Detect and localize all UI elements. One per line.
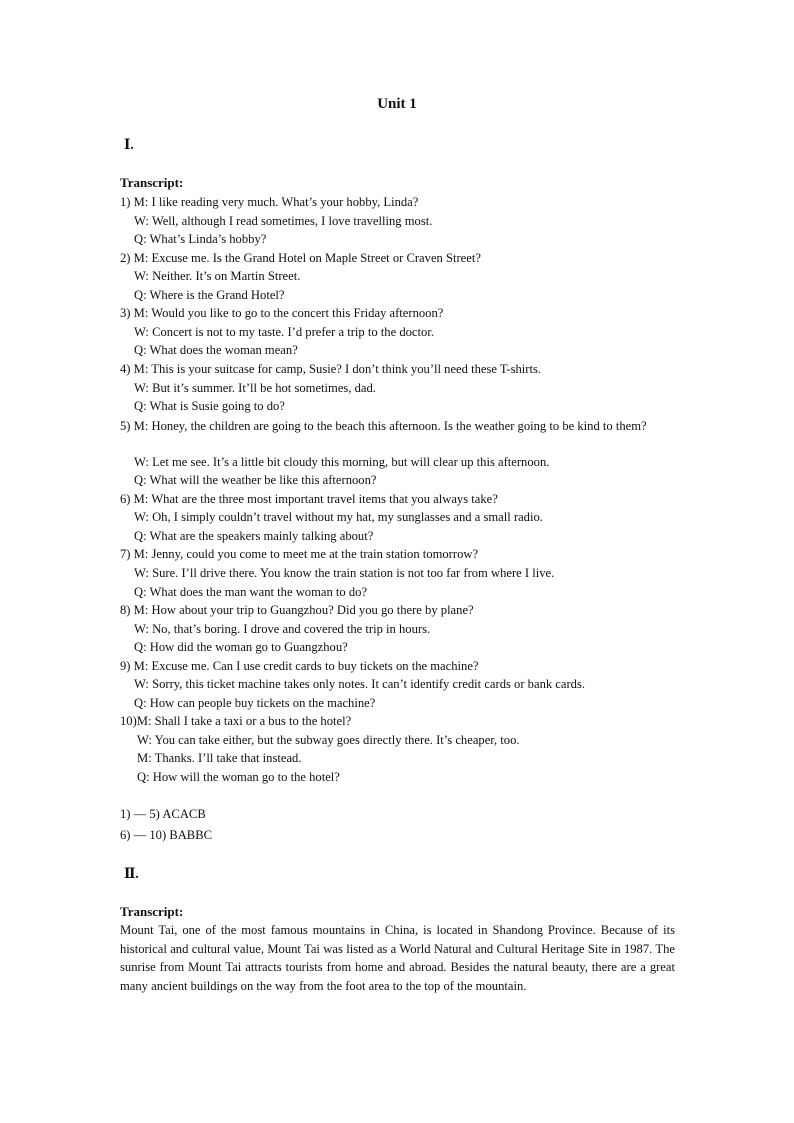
dialogue-line — [134, 584, 367, 600]
dialogue-number: 6) — [120, 492, 131, 506]
dialogue-line — [120, 194, 418, 210]
speaker-label: M: — [136, 714, 152, 728]
speech-text: How can people buy tickets on the machine? — [149, 696, 376, 710]
speech-text: How will the woman go to the hotel? — [152, 770, 340, 784]
speech-text: Excuse me. Can I use credit cards to buy tickets on the machine? — [151, 659, 479, 673]
speech-text: Jenny, could you come to meet me at the train station tomorrow? — [151, 547, 479, 561]
speaker-label: M: — [133, 492, 149, 506]
speaker-label: W: — [134, 214, 149, 228]
speaker-label: W: — [134, 622, 149, 636]
dialogue-number: 2) — [120, 251, 131, 265]
dialogue-line — [134, 380, 376, 396]
dialogue-number: 10) — [120, 714, 137, 728]
speech-text: Oh, I simply couldn’t travel without my hat, my sunglasses and a small radio. — [152, 510, 543, 524]
speech-text: Where is the Grand Hotel? — [149, 288, 285, 302]
speech-text: What’s Linda’s hobby? — [149, 232, 267, 246]
speaker-label: M: — [133, 306, 149, 320]
dialogue-line — [134, 509, 543, 525]
speaker-label: Q: — [134, 529, 147, 543]
speech-text: No, that’s boring. I drove and covered the trip in hours. — [152, 622, 431, 636]
section-1-heading: Ⅰ. — [124, 137, 134, 152]
speaker-label: Q: — [134, 696, 147, 710]
dialogue-line — [134, 565, 554, 581]
answer-line: 6) — 10) BABBC — [120, 828, 213, 842]
speech-text: I like reading very much. What’s your hobby, Linda? — [151, 195, 419, 209]
speech-text: Thanks. I’ll take that instead. — [154, 751, 302, 765]
speaker-label: W: — [134, 510, 149, 524]
speech-text: You can take either, but the subway goes directly there. It’s cheaper, too. — [154, 733, 520, 747]
transcript-paragraph: Mount Tai, one of the most famous mountains in China, is located in Shandong Province. Because of its historical and cultural value, Mount Tai was listed as a World Natural and Cultural Heritage Site in 1987. The sunrise from Mount Tai attracts tourists from home and abroad. Besides the natural beauty, there are a great many ancient buildings on the way from the foot area to the top of the mountain. — [120, 923, 675, 993]
dialogue-line — [120, 361, 541, 377]
speech-text: What are the speakers mainly talking about? — [149, 529, 374, 543]
speech-text: How did the woman go to Guangzhou? — [149, 640, 348, 654]
speech-text: Sure. I’ll drive there. You know the train station is not too far from where I live. — [152, 566, 555, 580]
answer-line: 1) — 5) ACACB — [120, 807, 206, 821]
speaker-label: M: — [137, 751, 152, 765]
speaker-label: Q: — [134, 232, 147, 246]
dialogue-number: 8) — [120, 603, 131, 617]
speaker-label: M: — [133, 362, 149, 376]
dialogue-line — [120, 658, 479, 674]
speech-text: Would you like to go to the concert this Friday afternoon? — [151, 306, 444, 320]
speaker-label: Q: — [137, 770, 150, 784]
dialogue-number: 4) — [120, 362, 131, 376]
speaker-label: M: — [133, 251, 149, 265]
dialogue-number: 3) — [120, 306, 131, 320]
speech-text: But it’s summer. It’ll be hot sometimes, dad. — [152, 381, 376, 395]
speech-text: Sorry, this ticket machine takes only notes. It can’t identify credit cards or bank cards. — [152, 677, 586, 691]
dialogue-line — [134, 287, 285, 303]
speaker-label: M: — [133, 659, 149, 673]
speaker-label: Q: — [134, 288, 147, 302]
speaker-label: W: — [134, 381, 149, 395]
dialogue-line — [120, 602, 474, 618]
dialogue-line — [134, 342, 298, 358]
speaker-label: Q: — [134, 640, 147, 654]
speaker-label: Q: — [134, 399, 147, 413]
dialogue-line — [134, 324, 434, 340]
dialogue-line — [137, 769, 340, 785]
section-1-transcript-label: Transcript: — [120, 175, 184, 190]
speech-text: Honey, the children are going to the beach this afternoon. Is the weather going to be kind to them? — [151, 419, 647, 433]
dialogue-number: 1) — [120, 195, 131, 209]
dialogue-line — [134, 472, 376, 488]
speech-text: Well, although I read sometimes, I love travelling most. — [151, 214, 433, 228]
dialogue-line — [120, 305, 443, 321]
speaker-label: Q: — [134, 343, 147, 357]
speech-text: Let me see. It’s a little bit cloudy this morning, but will clear up this afternoon. — [152, 455, 550, 469]
speech-text: What does the man want the woman to do? — [149, 585, 368, 599]
dialogue-line — [134, 639, 348, 655]
dialogue-line — [134, 268, 300, 284]
dialogue-number: 7) — [120, 547, 131, 561]
section-2-heading: Ⅱ. — [124, 866, 139, 881]
speech-text: How about your trip to Guangzhou? Did you go there by plane? — [151, 603, 474, 617]
speaker-label: Q: — [134, 473, 147, 487]
speech-text: Excuse me. Is the Grand Hotel on Maple Street or Craven Street? — [151, 251, 481, 265]
dialogue-number: 5) — [120, 419, 131, 433]
speaker-label: M: — [133, 547, 149, 561]
dialogue-line — [120, 250, 481, 266]
speaker-label: M: — [133, 195, 149, 209]
speaker-label: W: — [134, 269, 149, 283]
speech-text: What are the three most important travel items that you always take? — [151, 492, 498, 506]
speech-text: What will the weather be like this afternoon? — [149, 473, 377, 487]
dialogue-line — [134, 695, 375, 711]
dialogue-line — [120, 417, 675, 436]
dialogue-line — [134, 213, 432, 229]
dialogue-line — [120, 546, 478, 562]
dialogue-line — [134, 676, 585, 692]
dialogue-line — [137, 750, 302, 766]
speech-text: Concert is not to my taste. I’d prefer a trip to the doctor. — [152, 325, 434, 339]
unit-title: Unit 1 — [377, 96, 417, 112]
dialogue-line — [134, 528, 373, 544]
speaker-label: Q: — [134, 585, 147, 599]
speaker-label: W: — [134, 677, 149, 691]
dialogue-line — [120, 713, 351, 729]
dialogue-line — [134, 454, 549, 470]
dialogue-line — [137, 732, 520, 748]
dialogue-line — [134, 231, 266, 247]
speech-text: Shall I take a taxi or a bus to the hotel? — [154, 714, 352, 728]
section-2-transcript-label: Transcript: — [120, 904, 184, 919]
speaker-label: W: — [137, 733, 152, 747]
speech-text: What does the woman mean? — [149, 343, 298, 357]
dialogue-number: 9) — [120, 659, 131, 673]
speech-text: This is your suitcase for camp, Susie? I don’t think you’ll need these T-shirts. — [151, 362, 542, 376]
speech-text: Neither. It’s on Martin Street. — [152, 269, 301, 283]
speaker-label: W: — [134, 325, 149, 339]
dialogue-line — [134, 398, 285, 414]
dialogue-line — [134, 621, 430, 637]
speech-text: What is Susie going to do? — [149, 399, 285, 413]
dialogue-line — [120, 491, 498, 507]
speaker-label: W: — [134, 455, 149, 469]
speaker-label: M: — [133, 603, 149, 617]
speaker-label: M: — [133, 419, 149, 433]
speaker-label: W: — [134, 566, 149, 580]
